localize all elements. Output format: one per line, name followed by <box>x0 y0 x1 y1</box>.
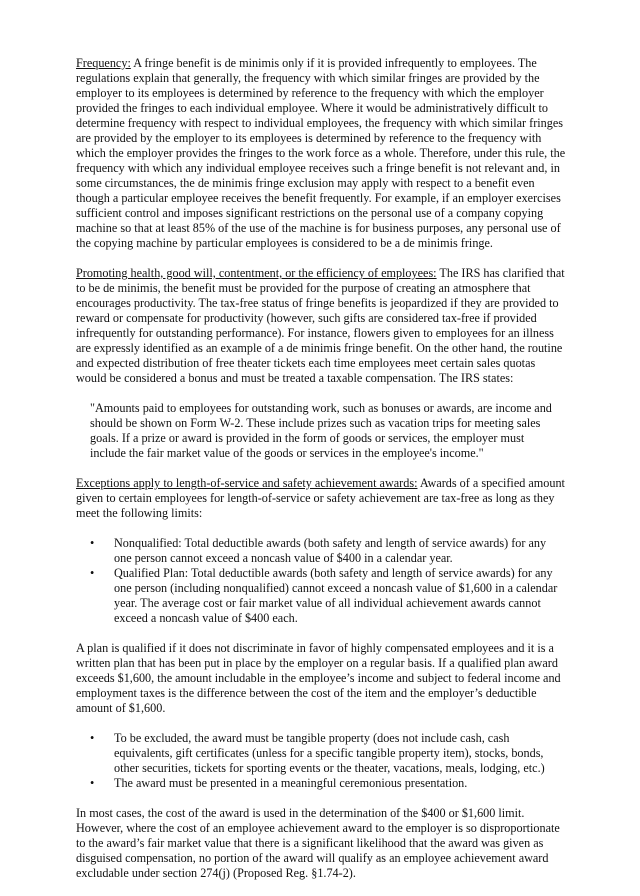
exceptions-text: Awards of a specified amount given to certain employees for length-of-service or safety achievement are tax-free as long as they meet the following limits: <box>76 476 565 520</box>
list-item <box>90 536 566 566</box>
document-page <box>76 56 566 896</box>
frequency-paragraph <box>76 56 566 251</box>
award-limits-list <box>76 536 566 626</box>
frequency-text: A fringe benefit is de minimis only if it is provided infrequently to employees. The regulations explain that generally, the frequency with which similar fringes are provided by the employer to its employees is determined by reference to the frequency with which the employer provided the fringes to each individual employee. Where it would be administratively difficult to determine frequency with respect to individual employees, the frequency with which similar fringes are provided by the employer to its employees is determined by reference to the frequency with which the employer provides the fringes to the work force as a whole. Therefore, under this rule, the frequency with which any individual employee receives such a fringe benefit is not relevant and, in some circumstances, the de minimis fringe exclusion may apply with respect to a benefit even though a particular employee receives the benefit frequently. For example, if an employer exercises sufficient control and imposes significant restrictions on the personal use of a company copying machine so that at least 85% of the use of the machine is for business purposes, any personal use of the copying machine by particular employees is considered to be a de minimis fringe. <box>76 56 566 250</box>
exceptions-paragraph <box>76 476 566 521</box>
bullet-icon: • <box>90 776 95 790</box>
list-item-text: Qualified Plan: Total deductible awards (both safety and length of service awards) for any one person (including nonqualified) cannot exceed a noncash value of $1,600 in a calendar year. The average cost or fair market value of all individual achievement awards cannot exceed a noncash value of $400 each. <box>114 566 558 625</box>
list-item-text: Nonqualified: Total deductible awards (both safety and length of service awards) for any one person cannot exceed a noncash value of $400 in a calendar year. <box>114 536 547 565</box>
list-item <box>90 776 566 791</box>
irs-quote: "Amounts paid to employees for outstanding work, such as bonuses or awards, are income and should be shown on Form W-2. These include prizes such as vacation trips for meeting sales goals. If a prize or award is provided in the form of goods or services, the employer must include the fair market value of the goods or services in the employee's income." <box>90 401 552 460</box>
frequency-heading: Frequency: <box>76 56 131 70</box>
promoting-heading: Promoting health, good will, contentment, or the efficiency of employees: <box>76 266 437 280</box>
award-requirements-list <box>76 731 566 791</box>
plan-paragraph: A plan is qualified if it does not discriminate in favor of highly compensated employees and it is a written plan that has been put in place by the employer on a regular basis. If a qualified plan award exceeds $1,600, the amount includable in the employee’s income and subject to federal income and employment taxes is the difference between the cost of the item and the employer’s deductible amount of $1,600. <box>76 641 561 715</box>
closing-paragraph: In most cases, the cost of the award is used in the determination of the $400 or $1,600 limit. However, where the cost of an employee achievement award to the employer is so disproportionate to the award’s fair market value that there is a significant likelihood that the award was given as disguised compensation, no portion of the award will qualify as an employee achievement award excludable under section 274(j) (Proposed Reg. §1.74-2). <box>76 806 560 880</box>
bullet-icon: • <box>90 731 95 745</box>
promoting-paragraph <box>76 266 566 386</box>
bullet-icon: • <box>90 536 95 550</box>
exceptions-heading: Exceptions apply to length-of-service and safety achievement awards: <box>76 476 418 490</box>
list-item <box>90 566 566 626</box>
list-item-text: The award must be presented in a meaningful ceremonious presentation. <box>114 776 468 790</box>
promoting-text: The IRS has clarified that to be de minimis, the benefit must be provided for the purpose of creating an atmosphere that encourages productivity. The tax-free status of fringe benefits is jeopardized if they are provided to reward or compensate for productivity (however, such gifts are considered tax-free if provided infrequently for outstanding performance). For instance, flowers given to employees for an illness are expressly identified as an example of a de minimis fringe benefit. On the other hand, the routine and expected distribution of free theater tickets each time employees meet certain sales quotas would be considered a bonus and must be treated a taxable compensation. The IRS states: <box>76 266 565 385</box>
bullet-icon: • <box>90 566 95 580</box>
list-item-text: To be excluded, the award must be tangible property (does not include cash, cash equivalents, gift certificates (unless for a specific tangible property item), stocks, bonds, other securities, tickets for sporting events or the theater, vacations, meals, lodging, etc.) <box>114 731 545 775</box>
list-item <box>90 731 566 776</box>
